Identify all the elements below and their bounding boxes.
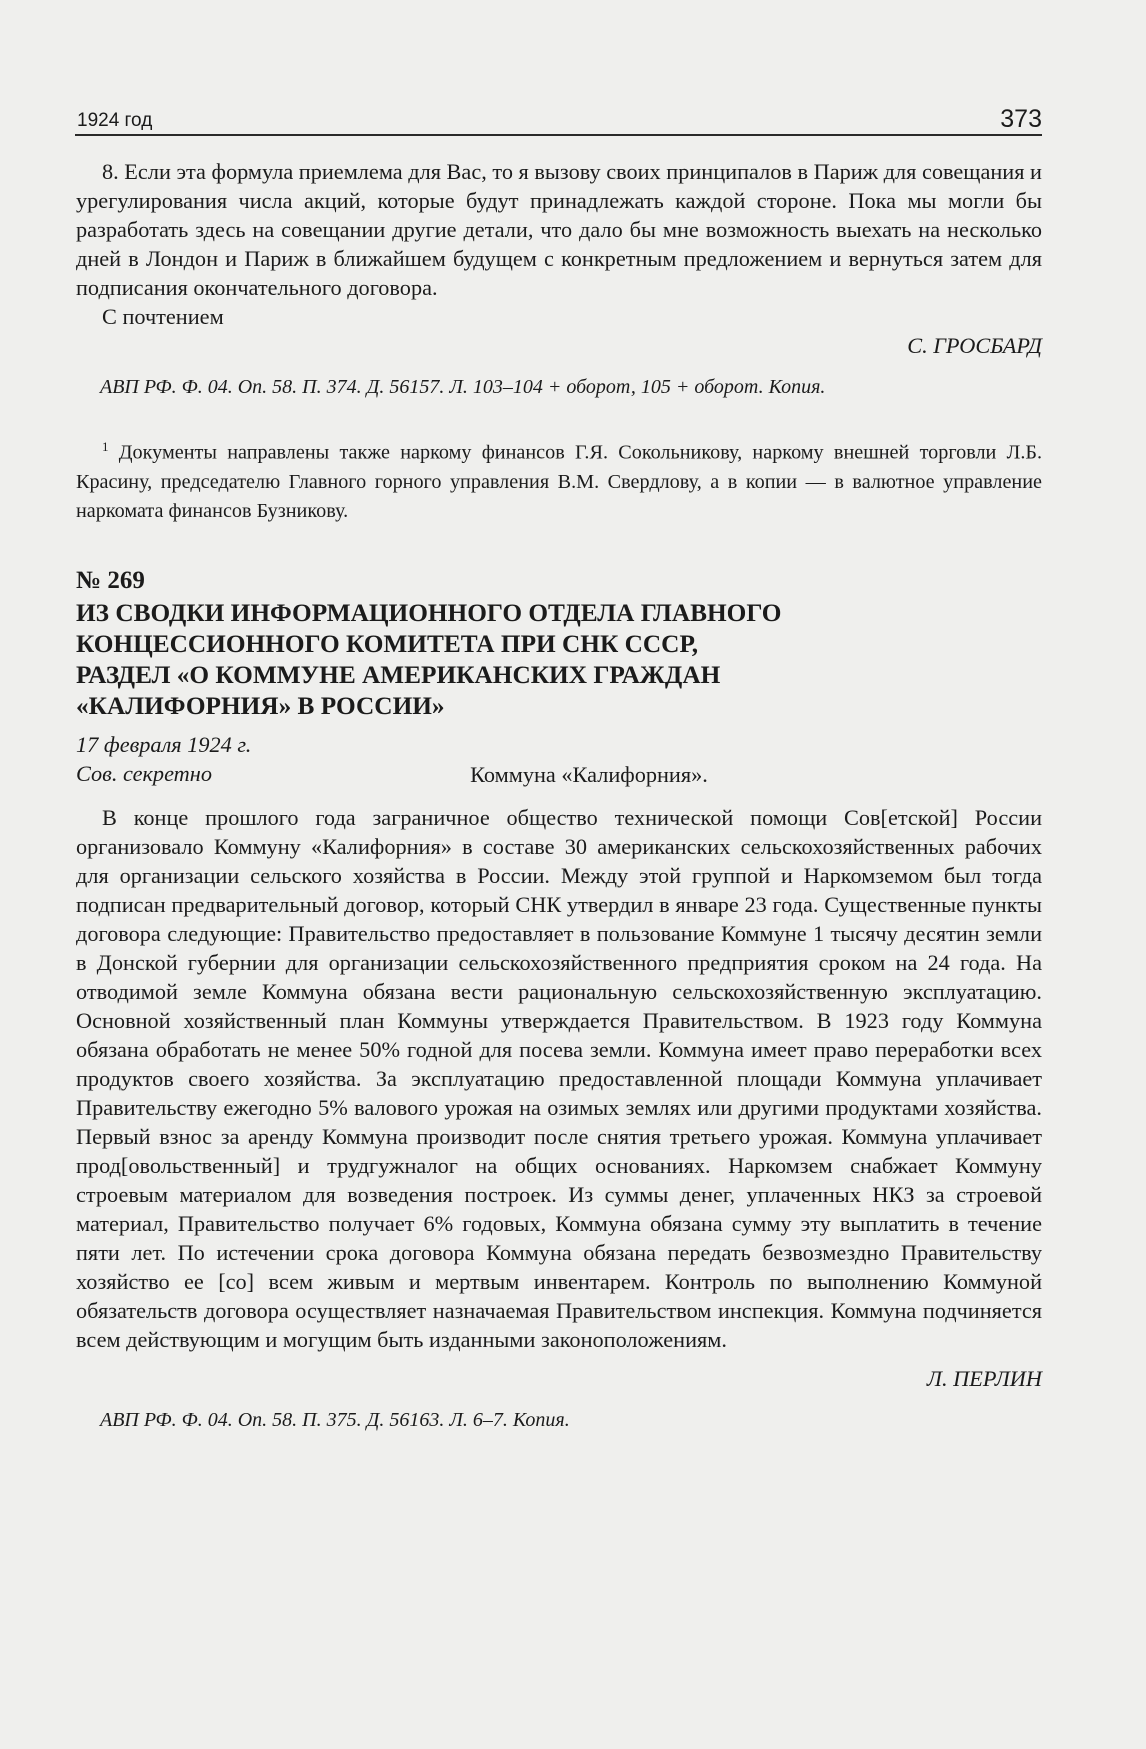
page-content xyxy=(76,157,1042,1435)
document-classification: Сов. секретно xyxy=(76,760,212,786)
page-number: 373 xyxy=(1000,105,1042,133)
letter-signature: С. ГРОСБАРД xyxy=(907,333,1042,358)
document-archive-reference: АВП РФ. Ф. 04. Оп. 58. П. 375. Д. 56163. Л. 6–7. Копия. xyxy=(100,1408,570,1431)
letter-closing: С почтением xyxy=(102,304,224,329)
document-subtitle: Коммуна «Калифорния». xyxy=(470,761,708,787)
footnote xyxy=(76,432,1042,526)
document-signature: Л. ПЕРЛИН xyxy=(926,1365,1042,1391)
letter-paragraph-8: 8. Если эта формула приемлема для Вас, то я вызову своих принципалов в Париж для совещания и урегулирования числа акций, которые будут принадлежать каждой стороне. Пока мы могли бы разработать здесь на совещании другие детали, что дало бы мне возможность выехать на несколько дней в Лондон и Париж в ближайшем будущем с конкретным предложением и вернуться затем для подписания окончательного договора. xyxy=(76,159,1042,300)
footnote-text: Документы направлены также наркому финансов Г.Я. Сокольникову, наркому внешней торговли Л.Б. Красину, председателю Главного горного управления В.М. Свердлову, а в копии — в валютное управление наркомата финансов Бузникову. xyxy=(76,441,1043,522)
document-title xyxy=(76,598,1042,722)
document-number: № 269 xyxy=(76,566,145,594)
document-body: В конце прошлого года заграничное общество технической помощи Сов[етской] России организовало Коммуну «Калифорния» в составе 30 американских сельскохозяйственных рабочих для организации сельского хозяйства в России. Между этой группой и Наркомземом был тогда подписан предварительный договор, который СНК утвердил в январе 23 года. Существенные пункты договора следующие: Правительство предоставляет в пользование Коммуне 1 тысячу десятин земли в Донской губернии для организации сельскохозяйственного предприятия сроком на 24 года. На отводимой земле Коммуна обязана вести рациональную сельскохозяйственную эксплуатацию. Основной хозяйственный план Коммуны утверждается Правительством. В 1923 году Коммуна обязана обработать не менее 50% годной для посева земли. Коммуна имеет право переработки всех продуктов своего хозяйства. За эксплуатацию предоставленной площади Коммуна уплачивает Правительству ежегодно 5% валового урожая на озимых землях или другими продуктами хозяйства. Первый взнос за аренду Коммуна производит после снятия третьего урожая. Коммуна уплачивает прод[овольственный] и трудгужналог на общих основаниях. Наркомзем снабжает Коммуну строевым материалом для возведения построек. Из суммы денег, уплаченных НКЗ за строевой материал, Правительство получает 6% годовых, Коммуна обязана сумму эту выплатить в течение пяти лет. По истечении срока договора Коммуна обязана передать безвозмездно Правительству хозяйство ее [со] всем живым и мертвым инвентарем. Контроль по выполнению Коммуной обязательств договора осуществляет назначаемая Правительством инспекция. Коммуна подчиняется всем действующим и могущим быть изданными законоположениям. xyxy=(76,804,1042,1352)
document-title-line: ИЗ СВОДКИ ИНФОРМАЦИОННОГО ОТДЕЛА ГЛАВНОГО xyxy=(76,598,782,627)
document-title-line: РАЗДЕЛ «О КОММУНЕ АМЕРИКАНСКИХ ГРАЖДАН xyxy=(76,660,721,689)
header-year: 1924 год xyxy=(77,110,153,131)
document-title-line: «КАЛИФОРНИЯ» В РОССИИ» xyxy=(76,691,445,720)
letter-archive-reference: АВП РФ. Ф. 04. Оп. 58. П. 374. Д. 56157. Л. 103–104 + оборот, 105 + оборот. Копия. xyxy=(100,376,826,398)
footnote-mark: 1 xyxy=(102,439,109,454)
document-date: 17 февраля 1924 г. xyxy=(76,731,252,757)
running-header xyxy=(75,104,1042,136)
document-title-line: КОНЦЕССИОННОГО КОМИТЕТА ПРИ СНК СССР, xyxy=(76,629,699,658)
